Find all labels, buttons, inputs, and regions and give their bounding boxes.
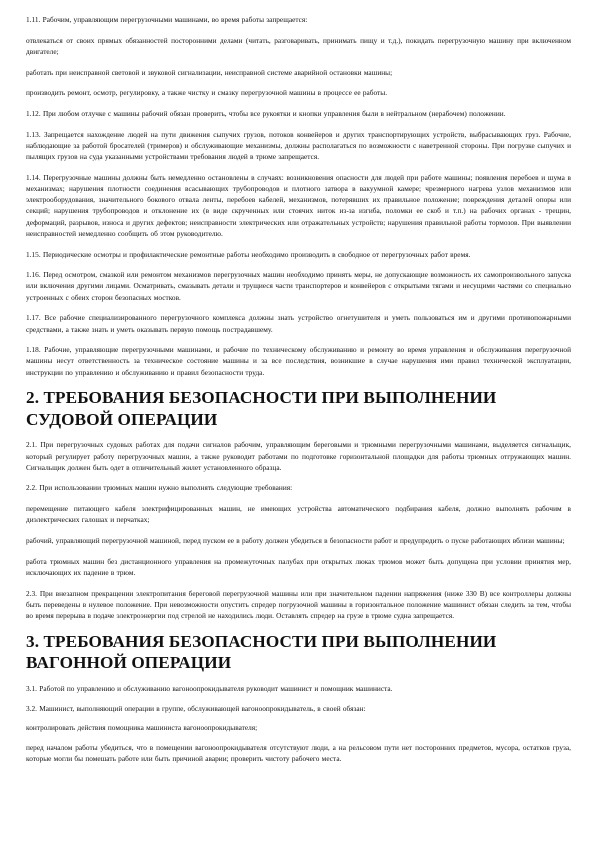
paragraph-2-2-item-c: работа трюмных машин без дистанционного управления на промежуточных палубах при открытых люках трюмов может быть допущена при условии принятия мер, исключающих их падение в трюм. — [26, 556, 571, 577]
section-2-heading: 2. ТРЕБОВАНИЯ БЕЗОПАСНОСТИ ПРИ ВЫПОЛНЕНИИ СУДОВОЙ ОПЕРАЦИИ — [26, 388, 497, 429]
paragraph-2-1: 2.1. При перегрузочных судовых работах для подачи сигналов рабочим, управляющим береговыми и трюмными перегрузочными машинами, выделяется сигнальщик, который регулирует работу перегрузочных машин, а также руководит работами по подготовке горизонтальной площадки для работы трюмных отгружающих машин. Сигнальщик должен быть одет в отличительный жилет установленного образца. — [26, 440, 571, 472]
paragraph-1-11: 1.11. Рабочим, управляющим перегрузочными машинами, во время работы запрещается: — [26, 15, 308, 24]
paragraph-2-2: 2.2. При использовании трюмных машин нужно выполнять следующие требования: — [26, 483, 293, 493]
paragraph-1-11-item-b: работать при неисправной световой и звуковой сигнализации, неисправной системе аварийной остановки машины; — [26, 67, 393, 77]
paragraph-2-2-item-a: перемещение питающего кабеля электрифицированных машин, не имеющих устройства автоматического подбирания кабеля, должно выполнять рабочим в диэлектрических галошах и перчатках; — [26, 504, 571, 525]
section-2 — [26, 387, 571, 621]
section-3 — [26, 631, 571, 765]
section-1 — [26, 14, 571, 378]
section-3-heading: 3. ТРЕБОВАНИЯ БЕЗОПАСНОСТИ ПРИ ВЫПОЛНЕНИИ ВАГОННОЙ ОПЕРАЦИИ — [26, 631, 497, 673]
paragraph-1-15: 1.15. Периодические осмотры и профилактические ремонтные работы необходимо производить в свободное от перегрузочных работ время. — [26, 249, 471, 259]
paragraph-3-2-item-b: перед началом работы убедиться, что в помещении вагоноопрокидывателя отсутствуют люди, а на рельсовом пути нет посторонних предметов, мусора, остатков груза, которые могли бы помешать работе или быть причиной аварии; проверить чистоту рабочего места. — [26, 743, 571, 764]
paragraph-1-14: 1.14. Перегрузочные машины должны быть немедленно остановлены в случаях: возникновения опасности для людей при работе машины; появления перебоев и шума в механизмах; нарушения плотности соединения всасывающих трубопроводов и плотного затвора в вакуумной камере; чрезмерного нагрева узлов механизмов или электрооборудования, значительного бокового отвала ленты, перебоев кабелей, механизмов, потерявших их правильное положение; повреждения деталей опоры или секций; нарушения трубопроводов и отклонение их (в виде скрученных или стоячих ниток из-за изгиба, поломки ее скоб и т.п.) на рабочих органах - трещин, деформаций, разрывов, износа и других дефектов; неисправности электрических или отражательных устройств; нарушения правильной работы тормозов. При выявлении неисправностей немедленно сообщить об этом руководителю. — [26, 172, 571, 238]
paragraph-1-11-item-c: производить ремонт, осмотр, регулировку, а также чистку и смазку перегрузочной машины в процессе ее работы. — [26, 88, 388, 98]
paragraph-3-2: 3.2. Машинист, выполняющий операции в группе, обслуживающей вагоноопрокидыватель, в своей обязан: — [26, 703, 366, 713]
paragraph-1-17: 1.17. Все рабочие специализированного перегрузочного комплекса должны знать устройство огнетушителя и уметь пользоваться им и другими противопожарными средствами, а также знать и уметь оказывать первую помощь пострадавшему. — [26, 313, 571, 334]
paragraph-3-1: 3.1. Работой по управлению и обслуживанию вагоноопрокидывателя руководит машинист и помощник машиниста. — [26, 683, 393, 693]
paragraph-1-11-item-a: отвлекаться от своих прямых обязанностей посторонними делами (читать, разговаривать, принимать пищу и т.д.), покидать перегрузочную машину при включенном двигателе; — [26, 35, 571, 56]
paragraph-2-2-item-b: рабочий, управляющий перегрузочной машиной, перед пуском ее в работу должен убедиться в безопасности работ и предупредить о пуске работающих вблизи машины; — [26, 536, 565, 546]
paragraph-2-3: 2.3. При внезапном прекращении электропитания береговой перегрузочной машины или при значительном падении напряжения (ниже 330 В) все контроллеры должны быть переведены в нулевое положение. При невозможности опустить спредер погрузочной машины в горизонтальное положение машинист обязан следить за тем, чтобы во время перерыва в подаче электроэнергии под стрелой не находились люди. Оставлять спредер на грузе в трюме судна запрещается. — [26, 588, 571, 621]
paragraph-1-12: 1.12. При любом отлучке с машины рабочий обязан проверить, чтобы все рукоятки и кнопки управления были в нейтральном (нерабочем) положении. — [26, 109, 506, 119]
paragraph-3-2-item-a: контролировать действия помощника машиниста вагоноопрокидывателя; — [26, 723, 258, 733]
paragraph-1-18: 1.18. Рабочие, управляющие перегрузочными машинами, и рабочие по техническому обслуживанию и ремонту во время управления и обслуживания перегрузочной машины несут ответственность за техническое состояние машины и за все последствия, возникшие в случае нарушения ими правил технической эксплуатации, инструкции по управлению и обслуживанию и правил безопасности труда. — [26, 345, 571, 377]
paragraph-1-13: 1.13. Запрещается нахождение людей на пути движения сыпучих грузов, потоков конвейеров и других транспортирующих устройств, выбрасывающих груз. Рабочие, наблюдающие за работой бросателей (тримеров) и обслуживающие механизмы, должны располагаться по возможности с наветренной стороны. При погрузке сыпучих и пылящих грузов на суда указанными устройствами требования людей в трюме запрещается. — [26, 129, 571, 162]
paragraph-1-16: 1.16. Перед осмотром, смазкой или ремонтом механизмов перегрузочных машин необходимо принять меры, не допускающие возможность их самопроизвольного запуска или включения другими лицами. Осматривать, смазывать детали и трущиеся части транспортеров и конвейеров с открытыми тягами и несущими частями со специально устроенных с обеих сторон безопасных мостков. — [26, 270, 571, 302]
